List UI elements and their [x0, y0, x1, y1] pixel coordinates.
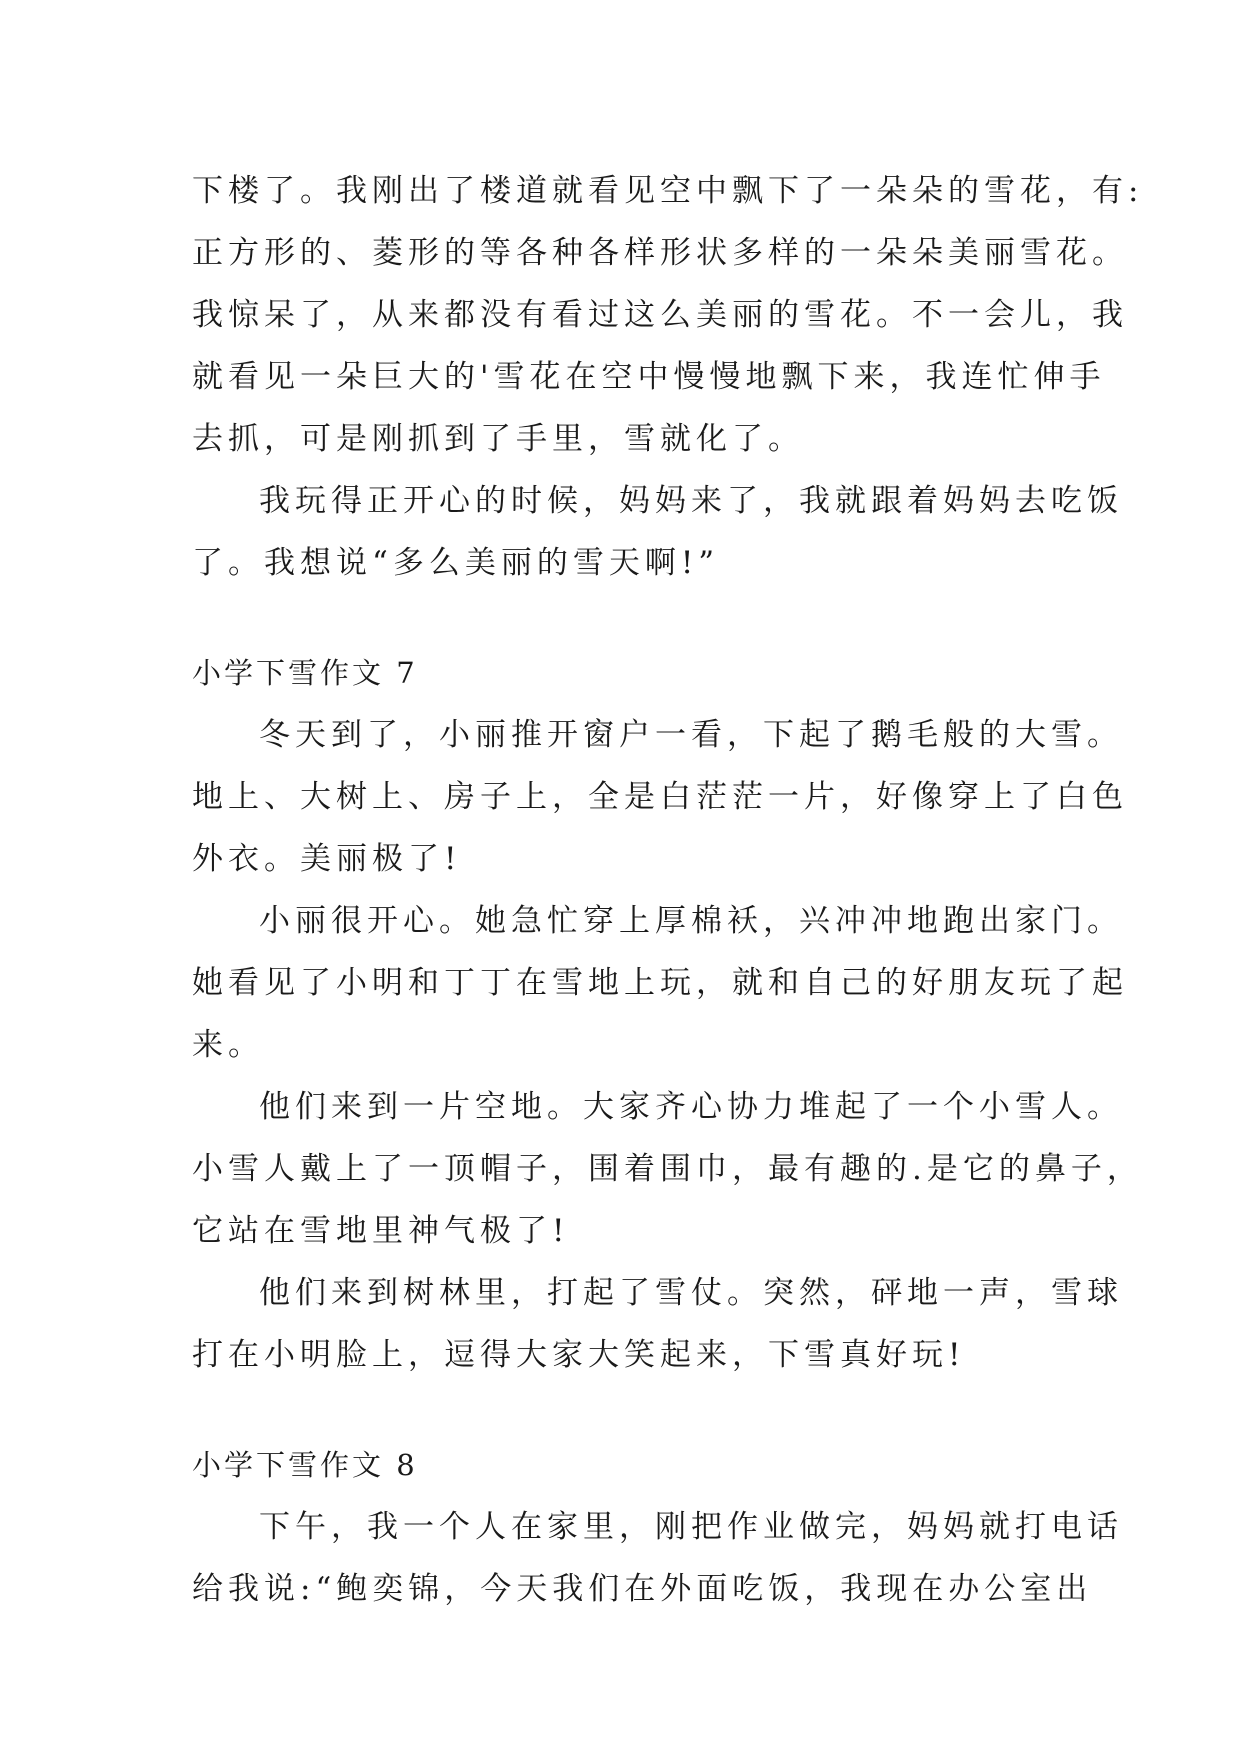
- text-line: 就看见一朵巨大的'雪花在空中慢慢地飘下来，我连忙伸手: [192, 359, 1106, 395]
- text-line: 来。: [192, 1027, 264, 1063]
- text-line: 冬天到了，小丽推开窗户一看，下起了鹅毛般的大雪。: [259, 717, 1123, 753]
- text-line: 去抓，可是刚抓到了手里，雪就化了。: [192, 421, 804, 457]
- text-line: 外衣。美丽极了!: [192, 841, 462, 877]
- text-line: 小丽很开心。她急忙穿上厚棉袄，兴冲冲地跑出家门。: [259, 903, 1123, 939]
- paragraph: [192, 160, 1144, 470]
- paragraph: [192, 704, 1128, 890]
- text-line: 了。我想说“多么美丽的雪天啊!”: [192, 545, 720, 581]
- paragraph: [192, 1496, 1123, 1620]
- document-page: [192, 160, 1144, 1620]
- paragraph: [192, 470, 1123, 594]
- text-line: 下午，我一个人在家里，刚把作业做完，妈妈就打电话: [259, 1509, 1123, 1545]
- text-line: 小雪人戴上了一顶帽子，围着围巾，最有趣的.是它的鼻子，: [192, 1151, 1143, 1187]
- section-spacer: [192, 594, 1072, 642]
- text-line: 下楼了。我刚出了楼道就看见空中飘下了一朵朵的雪花，有:: [192, 173, 1144, 209]
- text-line: 他们来到树林里，打起了雪仗。突然，砰地一声，雪球: [259, 1275, 1123, 1311]
- text-line: 地上、大树上、房子上，全是白茫茫一片，好像穿上了白色: [192, 779, 1128, 815]
- essay-title: 小学下雪作文 8: [192, 1448, 418, 1482]
- section-spacer: [192, 1386, 1072, 1434]
- text-line: 他们来到一片空地。大家齐心协力堆起了一个小雪人。: [259, 1089, 1123, 1125]
- paragraph: [192, 890, 1128, 1076]
- text-line: 我惊呆了，从来都没有看过这么美丽的雪花。不一会儿，我: [192, 297, 1128, 333]
- paragraph: [192, 1262, 1123, 1386]
- text-line: 给我说:“鲍奕锦，今天我们在外面吃饭，我现在办公室出: [192, 1571, 1093, 1607]
- text-line: 我玩得正开心的时候，妈妈来了，我就跟着妈妈去吃饭: [259, 483, 1123, 519]
- paragraph: [192, 1076, 1143, 1262]
- text-line: 正方形的、菱形的等各种各样形状多样的一朵朵美丽雪花。: [192, 235, 1128, 271]
- text-line: 打在小明脸上，逗得大家大笑起来，下雪真好玩!: [192, 1337, 966, 1373]
- essay-title: 小学下雪作文 7: [192, 656, 418, 690]
- text-line: 它站在雪地里神气极了!: [192, 1213, 570, 1249]
- text-line: 她看见了小明和丁丁在雪地上玩，就和自己的好朋友玩了起: [192, 965, 1128, 1001]
